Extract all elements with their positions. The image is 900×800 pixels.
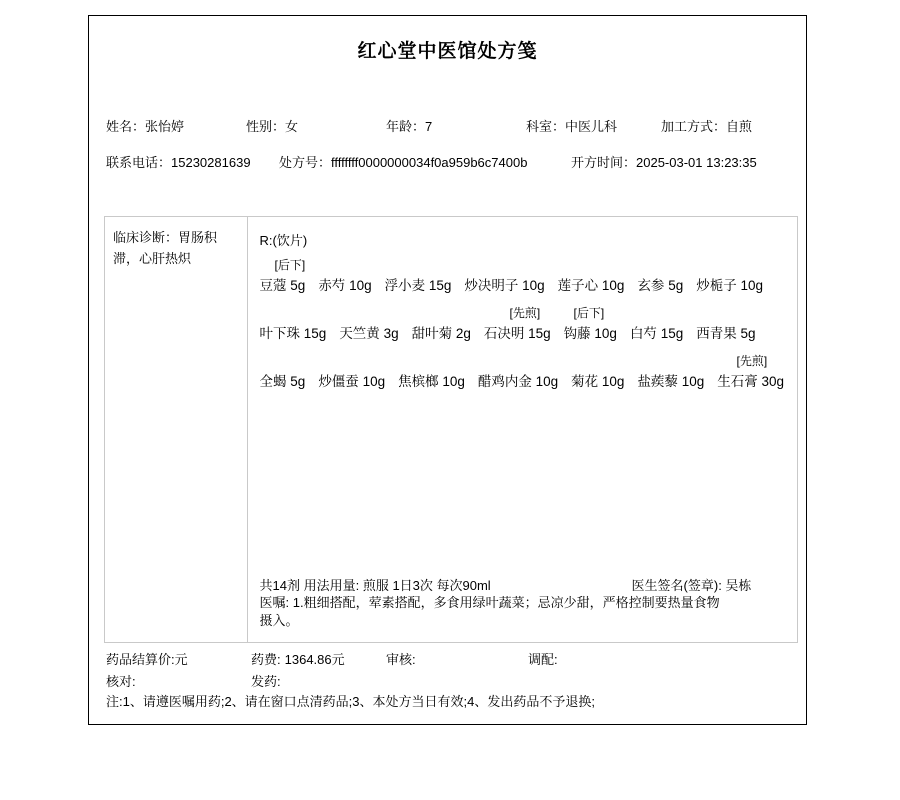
rx-summary xyxy=(260,575,791,630)
rx-number-value: ffffffff0000000034f0a959b6c7400b xyxy=(331,155,528,170)
age-label: 年龄： xyxy=(386,119,426,134)
drug-item: 白芍 15g xyxy=(629,326,684,341)
decoction-tag: [先煎] xyxy=(736,354,768,368)
drug-item: 醋鸡内金 10g xyxy=(477,374,559,389)
drug-item: 焦槟榔 10g xyxy=(398,374,465,389)
check-label: 核对: xyxy=(106,674,136,689)
processing-label: 加工方式： xyxy=(661,119,727,134)
drug-item: 菊花 10g xyxy=(571,374,625,389)
patient-name-value: 张怡婷 xyxy=(145,119,185,134)
drug-row xyxy=(248,372,797,391)
review-label: 审核: xyxy=(386,652,416,667)
rx-time-field xyxy=(571,152,757,171)
rx-lines xyxy=(248,256,797,391)
doctor-signature-label: 医生签名(签章): xyxy=(631,578,726,593)
usage-text: 共14剂 用法用量: 煎服 1日3次 每次90ml xyxy=(259,578,491,593)
rx-number-label: 处方号： xyxy=(279,155,332,170)
phone-field xyxy=(106,152,251,171)
drug-item: 赤芍 10g xyxy=(318,278,372,293)
patient-info-row-2 xyxy=(89,152,806,170)
drug-item: 石决明 15g xyxy=(483,326,551,341)
drug-item: 甜叶菊 2g xyxy=(411,326,471,341)
drug-item: 叶下珠 15g xyxy=(259,326,327,341)
diagnosis-text: 胃肠积滞，心肝热炽 xyxy=(113,230,218,266)
diagnosis-label: 临床诊断： xyxy=(113,230,179,245)
patient-info-row-1 xyxy=(89,116,806,134)
drug-item: 莲子心 10g xyxy=(557,278,625,293)
rx-header: R:(饮片) xyxy=(259,233,308,248)
rx-tag-row xyxy=(248,256,797,272)
phone-value: 15230281639 xyxy=(171,155,251,170)
footer-note: 注:1、请遵医嘱用药;2、请在窗口点清药品;3、本处方当日有效;4、发出药品不予退换; xyxy=(106,694,595,709)
age-value: 7 xyxy=(425,119,433,134)
settle-price-label: 药品结算价:元 xyxy=(106,652,188,667)
drug-item: 天竺黄 3g xyxy=(339,326,399,341)
dispense-label: 调配: xyxy=(528,652,558,667)
fee-field xyxy=(251,649,345,668)
patient-name-label: 姓名： xyxy=(106,119,146,134)
processing-value: 自煎 xyxy=(726,119,753,134)
doctor-signature xyxy=(632,575,752,594)
drug-row xyxy=(248,324,797,343)
department-label: 科室： xyxy=(526,119,566,134)
drug-item: 玄参 5g xyxy=(637,278,684,293)
rx-time-value: 2025-03-01 13:23:35 xyxy=(636,155,757,170)
drug-item: 生石膏 30g xyxy=(717,374,784,389)
prescription-form xyxy=(88,15,807,725)
drug-item: 西青果 5g xyxy=(696,326,756,341)
drug-item: 浮小麦 15g xyxy=(384,278,452,293)
drug-item: 炒决明子 10g xyxy=(464,278,545,293)
drug-item: 钩藤 10g xyxy=(563,326,617,341)
fee-label: 药费: xyxy=(251,652,281,667)
gender-value: 女 xyxy=(285,119,299,134)
drug-item: 豆蔻 5g xyxy=(259,278,306,293)
department-value: 中医儿科 xyxy=(565,119,618,134)
drug-row xyxy=(248,276,797,295)
gender-field xyxy=(246,116,298,135)
decoction-tag: [后下] xyxy=(573,306,605,320)
medical-advice: 医嘱: 1.粗细搭配，荤素搭配，多食用绿叶蔬菜；忌凉少甜，严格控制要热量食物摄入。 xyxy=(259,595,720,628)
issue-label: 发药: xyxy=(251,674,281,689)
drug-item: 全蝎 5g xyxy=(259,374,306,389)
prescription-body xyxy=(104,216,798,643)
patient-name-field xyxy=(106,116,184,135)
rx-tag-row xyxy=(248,352,797,368)
processing-field xyxy=(661,116,752,135)
usage-row xyxy=(260,575,791,593)
age-field xyxy=(386,116,432,135)
drug-item: 炒僵蚕 10g xyxy=(318,374,386,389)
drug-item: 盐蒺藜 10g xyxy=(637,374,705,389)
phone-label: 联系电话： xyxy=(106,155,172,170)
rx-time-label: 开方时间： xyxy=(571,155,637,170)
gender-label: 性别： xyxy=(246,119,286,134)
decoction-tag: [先煎] xyxy=(509,306,541,320)
department-field xyxy=(526,116,617,135)
rx-panel xyxy=(248,217,797,642)
page-title: 红心堂中医馆处方笺 xyxy=(357,41,538,62)
diagnosis-panel xyxy=(105,217,248,642)
rx-tag-row xyxy=(248,304,797,320)
drug-item: 炒栀子 10g xyxy=(696,278,763,293)
decoction-tag: [后下] xyxy=(274,258,306,272)
rx-number-field xyxy=(279,152,527,171)
doctor-signature-name: 吴栋 xyxy=(725,578,752,593)
fee-value: 1364.86元 xyxy=(284,652,345,667)
